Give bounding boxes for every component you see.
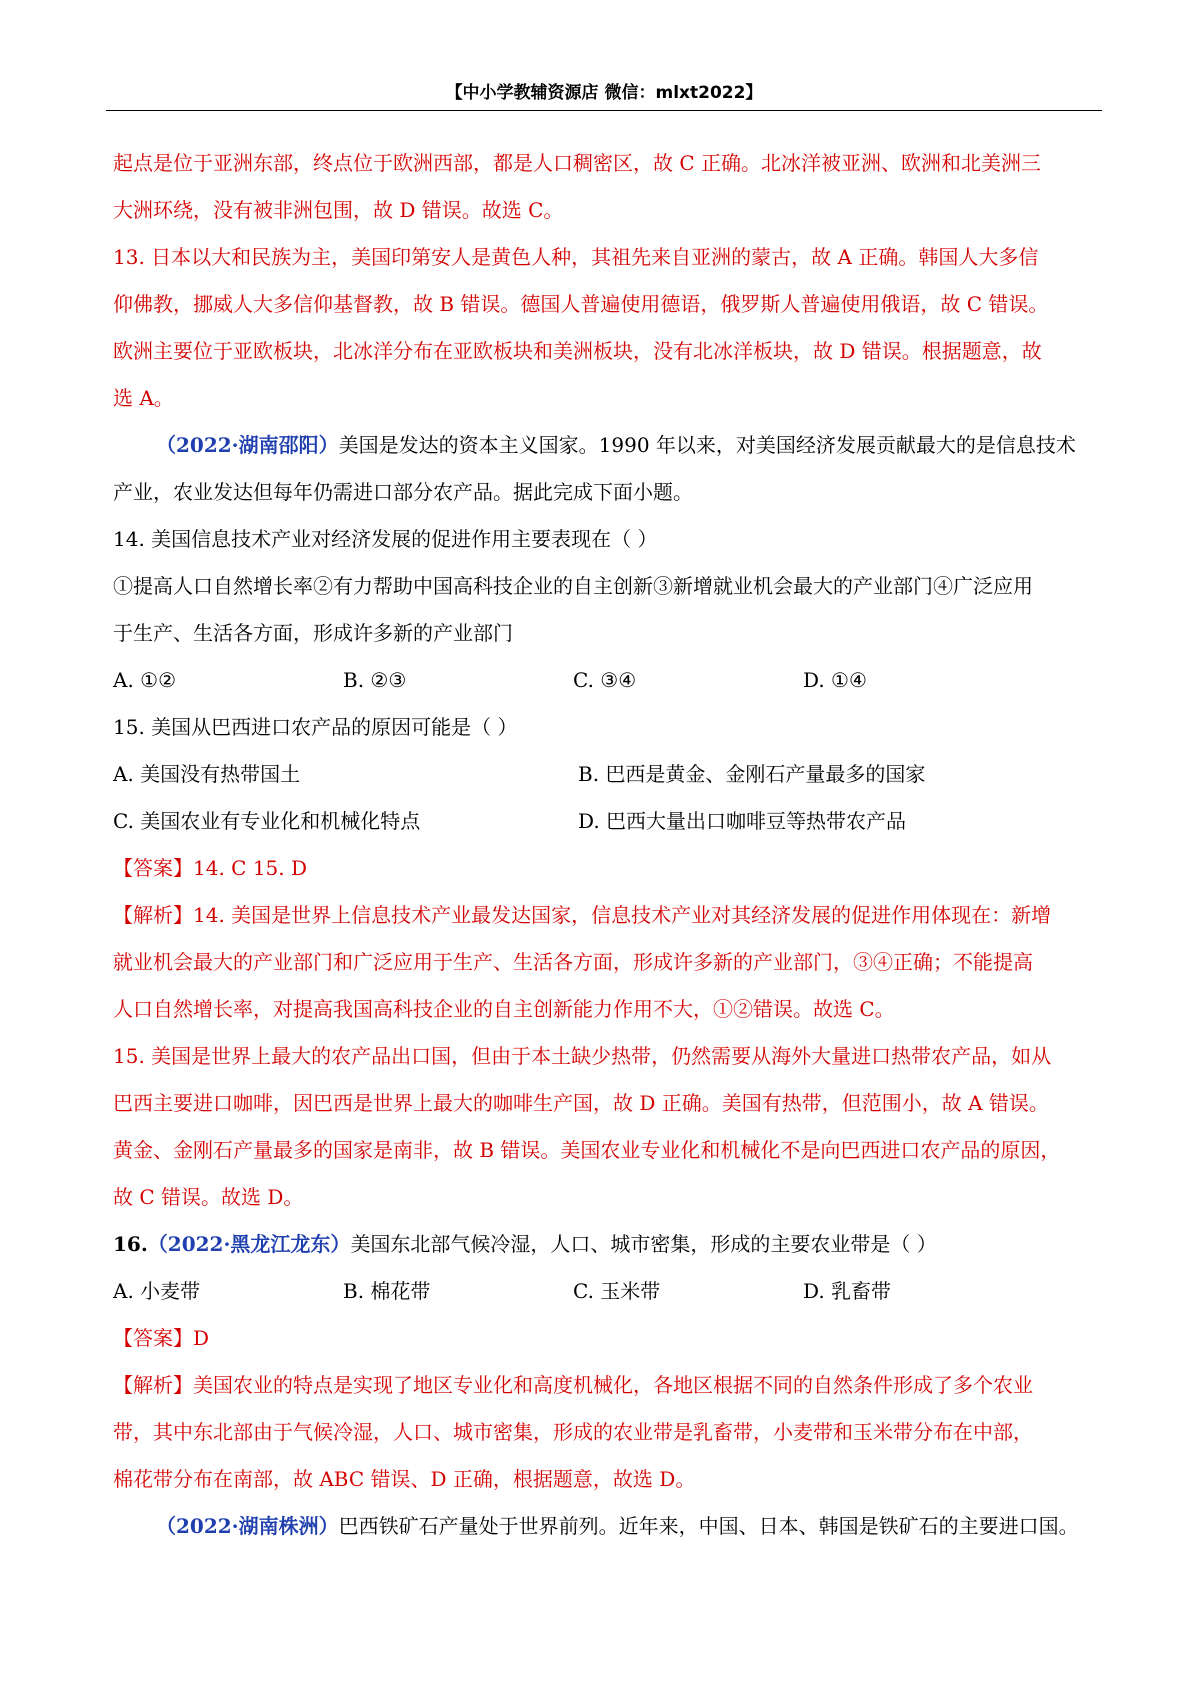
- explanation-12-continued: [113, 140, 1098, 234]
- question-16-options: [113, 1268, 1098, 1315]
- explanation-14: [113, 892, 1098, 1033]
- question-14-items: [113, 563, 1098, 657]
- source-tag: （2022·黑龙江龙东）: [147, 1232, 351, 1256]
- document-body: [113, 140, 1098, 1550]
- text-line: 于生产、生活各方面，形成许多新的产业部门: [113, 621, 513, 645]
- option-d: D. 乳畜带: [803, 1279, 892, 1303]
- text-line: 人口自然增长率，对提高我国高科技企业的自主创新能力作用不大，①②错误。故选 C。: [113, 997, 895, 1021]
- text-line: ①提高人口自然增长率②有力帮助中国高科技企业的自主创新③新增就业机会最大的产业部门④广泛应用: [113, 574, 1033, 598]
- text-line: 欧洲主要位于亚欧板块，北冰洋分布在亚欧板块和美洲板块，没有北冰洋板块，故 D 错误。根据题意，故: [113, 339, 1042, 363]
- question-15-options-row2: [113, 798, 1098, 845]
- question-number: 16.: [113, 1232, 148, 1256]
- text-line: 棉花带分布在南部，故 ABC 错误、D 正确，根据题意，故选 D。: [113, 1467, 696, 1491]
- question-15-stem: 15. 美国从巴西进口农产品的原因可能是（ ）: [113, 715, 518, 739]
- option-c: C. 玉米带: [573, 1279, 661, 1303]
- question-14-options: [113, 657, 1098, 704]
- text-line: 故 C 错误。故选 D。: [113, 1185, 304, 1209]
- material-intro-zhuzhou: [113, 1503, 1098, 1550]
- source-tag: （2022·湖南株洲）: [156, 1514, 339, 1538]
- option-a: A. ①②: [113, 668, 177, 692]
- text-line: 【解析】美国农业的特点是实现了地区专业化和高度机械化，各地区根据不同的自然条件形成了多个农业: [113, 1373, 1033, 1397]
- text-line: 美国东北部气候冷湿，人口、城市密集，形成的主要农业带是（ ）: [350, 1232, 937, 1256]
- option-d: D. 巴西大量出口咖啡豆等热带农产品: [578, 809, 907, 833]
- text-line: 巴西主要进口咖啡，因巴西是世界上最大的咖啡生产国，故 D 正确。美国有热带，但范围小，故 A 错误。: [113, 1091, 1049, 1115]
- question-14-stem: 14. 美国信息技术产业对经济发展的促进作用主要表现在（ ）: [113, 527, 658, 551]
- option-b: B. ②③: [343, 668, 407, 692]
- explanation-13: [113, 234, 1098, 422]
- option-b: B. 棉花带: [343, 1279, 431, 1303]
- answer-16: 【答案】D: [113, 1326, 210, 1350]
- explanation-15: [113, 1033, 1098, 1221]
- source-tag: （2022·湖南邵阳）: [156, 433, 339, 457]
- text-line: 巴西铁矿石产量处于世界前列。近年来，中国、日本、韩国是铁矿石的主要进口国。: [338, 1514, 1079, 1538]
- text-line: 选 A。: [113, 386, 174, 410]
- text-line: 就业机会最大的产业部门和广泛应用于生产、生活各方面，形成许多新的产业部门，③④正确；不能提高: [113, 950, 1033, 974]
- text-line: 【解析】14. 美国是世界上信息技术产业最发达国家，信息技术产业对其经济发展的促进作用体现在：新增: [113, 903, 1052, 927]
- text-line: 起点是位于亚洲东部，终点位于欧洲西部，都是人口稠密区，故 C 正确。北冰洋被亚洲、欧洲和北美洲三: [113, 151, 1042, 175]
- question-15-options-row1: [113, 751, 1098, 798]
- explanation-16: [113, 1362, 1098, 1503]
- question-16-stem: [113, 1221, 1098, 1268]
- header-rule: [106, 110, 1102, 111]
- option-a: A. 美国没有热带国土: [113, 762, 301, 786]
- text-line: 黄金、金刚石产量最多的国家是南非，故 B 错误。美国农业专业化和机械化不是向巴西进口农产品的原因，: [113, 1138, 1061, 1162]
- text-line: 仰佛教，挪威人大多信仰基督教，故 B 错误。德国人普遍使用德语，俄罗斯人普遍使用俄语，故 C 错误。: [113, 292, 1049, 316]
- option-c: C. 美国农业有专业化和机械化特点: [113, 809, 421, 833]
- text-line: 美国是发达的资本主义国家。1990 年以来，对美国经济发展贡献最大的是信息技术: [338, 433, 1076, 457]
- text-line: 大洲环绕，没有被非洲包围，故 D 错误。故选 C。: [113, 198, 564, 222]
- option-a: A. 小麦带: [113, 1279, 201, 1303]
- page-header: 【中小学教辅资源店 微信：mlxt2022】: [445, 83, 763, 103]
- text-line: 带，其中东北部由于气候冷湿，人口、城市密集，形成的农业带是乳畜带，小麦带和玉米带分布在中部，: [113, 1420, 1033, 1444]
- text-line: 15. 美国是世界上最大的农产品出口国，但由于本土缺少热带，仍然需要从海外大量进口热带农产品，如从: [113, 1044, 1052, 1068]
- material-intro-shaoyang: [113, 422, 1098, 469]
- option-d: D. ①④: [803, 668, 867, 692]
- option-c: C. ③④: [573, 668, 637, 692]
- material-intro-shaoyang-line2: 产业，农业发达但每年仍需进口部分农产品。据此完成下面小题。: [113, 480, 693, 504]
- answer-14-15: 【答案】14. C 15. D: [113, 856, 308, 880]
- option-b: B. 巴西是黄金、金刚石产量最多的国家: [578, 762, 926, 786]
- text-line: 13. 日本以大和民族为主，美国印第安人是黄色人种，其祖先来自亚洲的蒙古，故 A 正确。韩国人大多信: [113, 245, 1039, 269]
